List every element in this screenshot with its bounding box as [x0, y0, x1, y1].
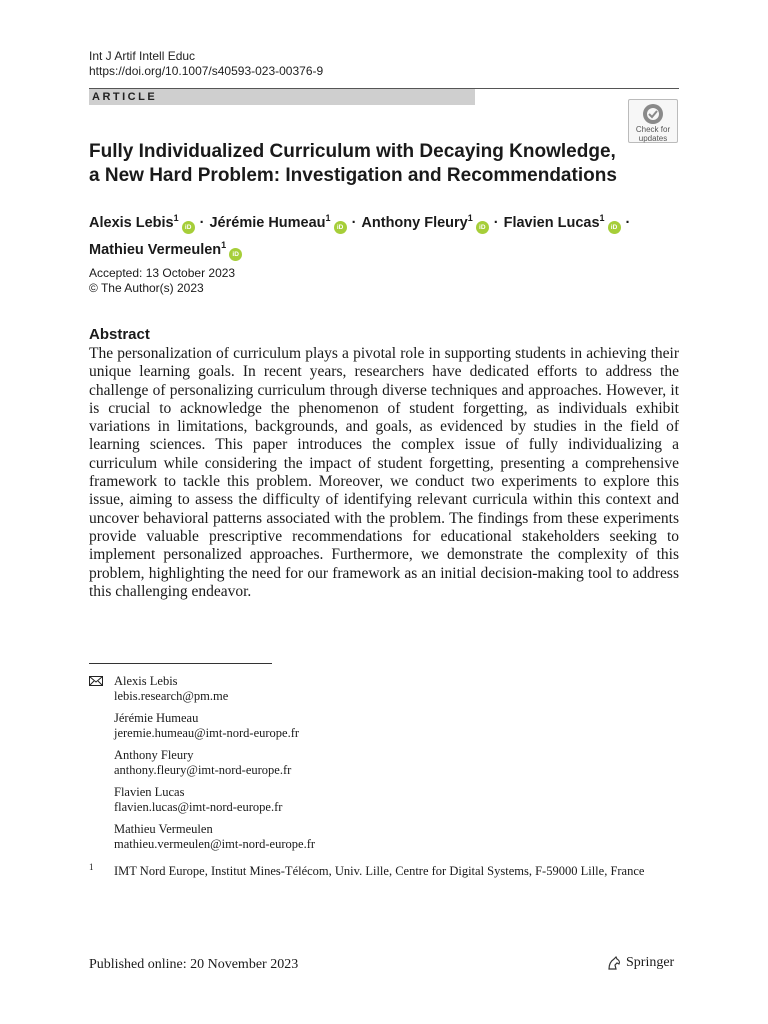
check-for-updates-badge[interactable]	[628, 99, 678, 143]
contact-email[interactable]: mathieu.vermeulen@imt-nord-europe.fr	[114, 837, 316, 851]
author-entry	[89, 215, 195, 231]
author-affil-marker: 1	[221, 240, 227, 250]
author-affil-marker: 1	[173, 213, 179, 223]
author-affil-marker: 1	[325, 213, 331, 223]
badge-line2: updates	[638, 134, 668, 143]
contact-entry	[89, 822, 315, 852]
contact-name: Mathieu Vermeulen	[114, 822, 213, 836]
mail-icon	[89, 676, 103, 686]
springer-logo[interactable]	[606, 955, 674, 971]
copyright: © The Author(s) 2023	[89, 281, 204, 295]
author-affil-marker: 1	[599, 213, 605, 223]
abstract-text: The personalization of curriculum plays a pivotal role in supporting students in achieving their unique learning goals. In recent years, researchers have dedicated efforts to address the challenge of personalizing curriculum through diverse techniques and approaches. However, it is crucial to acknowledge the phenomenon of student forgetting, as individuals exhibit variations in limitations, backgrounds, and goals, as evidenced by studies in the field of learning sciences. This paper introduces the complex issue of fully individualizing a curriculum while considering the impact of student forgetting, presenting a comprehensive framework to tackle this problem. Moreover, we conduct two experiments to explore this issue, aiming to assess the difficulty of identifying relevant curricula within this context and uncover behavioral patterns associated with the problem. The findings from these experiments provide valuable prescriptive recommendations for educational stakeholders seeking to implement personalized approaches. Furthermore, we demonstrate the complexity of this problem, highlighting the need for our framework as an initial decision-making tool to address this challenging endeavor.	[89, 345, 679, 600]
author-entry	[209, 215, 346, 231]
published-date: Published online: 20 November 2023	[89, 957, 299, 972]
contact-email[interactable]: jeremie.humeau@imt-nord-europe.fr	[114, 726, 300, 740]
contact-email[interactable]: lebis.research@pm.me	[114, 689, 229, 703]
orcid-icon[interactable]: iD	[476, 221, 489, 234]
contact-entry	[89, 748, 315, 778]
author-name: Flavien Lucas	[503, 215, 600, 231]
contact-email[interactable]: anthony.fleury@imt-nord-europe.fr	[114, 763, 292, 777]
orcid-icon[interactable]: iD	[229, 248, 242, 261]
author-entry	[361, 215, 488, 231]
contact-entry	[89, 711, 315, 741]
orcid-icon[interactable]: iD	[334, 221, 347, 234]
paper-title	[89, 140, 629, 188]
springer-horse-icon	[606, 955, 622, 971]
author-affil-marker: 1	[467, 213, 473, 223]
contact-name: Jérémie Humeau	[114, 711, 199, 725]
doi-link[interactable]: https://doi.org/10.1007/s40593-023-00376-9	[89, 64, 324, 78]
author-name: Anthony Fleury	[361, 215, 468, 231]
author-separator: ·	[199, 215, 205, 231]
article-label: ARTICLE	[89, 89, 475, 105]
abstract-heading: Abstract	[89, 326, 150, 343]
orcid-icon[interactable]: iD	[182, 221, 195, 234]
badge-line1: Check for	[635, 125, 671, 134]
check-updates-icon	[642, 103, 664, 125]
contact-entry	[89, 674, 315, 704]
affiliation	[89, 864, 679, 879]
author-separator: ·	[625, 215, 631, 231]
accepted-date: Accepted: 13 October 2023	[89, 266, 236, 280]
affiliation-number: 1	[89, 862, 94, 872]
contact-name: Anthony Fleury	[114, 748, 194, 762]
contact-entry	[89, 785, 315, 815]
journal-name: Int J Artif Intell Educ	[89, 49, 196, 63]
affiliation-text: IMT Nord Europe, Institut Mines-Télécom, Univ. Lille, Centre for Digital Systems, F-59000 Lille, France	[114, 864, 645, 878]
title-line-2: a New Hard Problem: Investigation and Recommendations	[89, 165, 617, 186]
author-separator: ·	[493, 215, 499, 231]
footnote-rule	[89, 663, 272, 664]
author-list	[89, 207, 689, 261]
orcid-icon[interactable]: iD	[608, 221, 621, 234]
title-line-1: Fully Individualized Curriculum with Decaying Knowledge,	[89, 141, 616, 162]
contact-name: Alexis Lebis	[114, 674, 178, 688]
contact-list	[89, 674, 315, 859]
contact-email[interactable]: flavien.lucas@imt-nord-europe.fr	[114, 800, 283, 814]
author-name: Mathieu Vermeulen	[89, 242, 222, 258]
dates-block	[89, 266, 235, 296]
contact-name: Flavien Lucas	[114, 785, 185, 799]
publisher-name: Springer	[626, 955, 675, 970]
author-name: Jérémie Humeau	[209, 215, 326, 231]
author-entry	[89, 242, 242, 258]
journal-header	[89, 49, 323, 79]
author-entry	[504, 215, 621, 231]
author-separator: ·	[351, 215, 357, 231]
author-name: Alexis Lebis	[89, 215, 174, 231]
